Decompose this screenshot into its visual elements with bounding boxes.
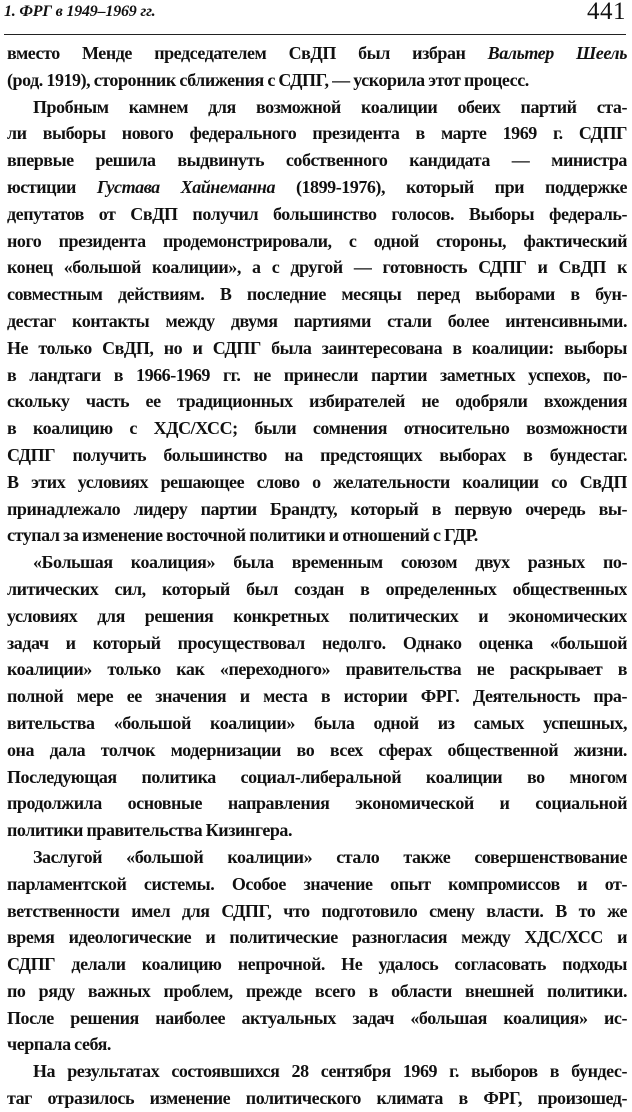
italic-name: Вальтер Шеель (487, 43, 627, 63)
text-run: совместным действиям. В последние месяцы перед выборами в бун- (7, 284, 627, 305)
paragraph-first-line (7, 844, 627, 871)
text-line (7, 522, 627, 549)
text-line (7, 308, 627, 335)
page-number: 441 (587, 0, 626, 25)
text-run: по ряду важных проблем, прежде всего в области внешней политики. (7, 980, 627, 1001)
text-run: скольку часть ее традиционных избирателей не одобряли вхождения (7, 391, 627, 412)
text-run: полной мере ее значения и места в истории ФРГ. Деятельность пра- (7, 686, 627, 707)
text-run: политики правительства Кизингера. (7, 820, 293, 841)
text-line (7, 1005, 627, 1032)
text-run: (род. 1919), сторонник сближения с СДПГ, — ускорила этот процесс. (7, 69, 529, 90)
text-line (7, 1085, 627, 1112)
text-run: в коалицию с ХДС/ХСС; были сомнения относительно возможности (7, 418, 627, 439)
text-line (7, 871, 627, 898)
running-title: 1. ФРГ в 1949–1969 гг. (4, 3, 156, 20)
text-line (7, 147, 627, 174)
text-run: депутатов от СвДП получил большинство голосов. Выборы федераль- (7, 203, 627, 224)
text-run: Заслугой «большой коалиции» стало также совершенствование (33, 846, 627, 867)
text-run: конец «большой коалиции», а с другой — готовность СДПГ и СвДП к (7, 257, 627, 278)
text-run: Последующая политика социал-либеральной коалиции во многом (7, 766, 627, 787)
text-run: ветственности имел для СДПГ, что подготовило смену власти. В то же (7, 900, 627, 921)
text-line (7, 201, 627, 228)
text-run: задач и который просуществовал недолго. Однако оценка «большой (7, 632, 627, 653)
text-run: литических сил, который был создан в определенных общественных (7, 578, 627, 599)
text-line (7, 469, 627, 496)
text-run: вительства «большой коалиции» была одной из самых успешных, (7, 712, 627, 733)
text-line (7, 415, 627, 442)
paragraph-first-line (7, 549, 627, 576)
text-run: Не только СвДП, но и СДПГ была заинтересована в коалиции: выборы (7, 337, 627, 358)
text-run: ного президента продемонстрировали, с одной стороны, фактический (7, 230, 627, 251)
paragraph-first-line (7, 94, 627, 121)
text-run: время идеологические и политические разногласия между ХДС/ХСС и (7, 927, 627, 948)
text-run: После решения наиболее актуальных задач «большая коалиция» ис- (7, 1007, 627, 1028)
text-run: принадлежало лидеру партии Брандту, который в первую очередь вы- (7, 498, 627, 519)
text-line (7, 67, 627, 94)
text-line (7, 496, 627, 523)
text-line (7, 710, 627, 737)
text-line (7, 576, 627, 603)
text-line (7, 442, 627, 469)
text-line (7, 335, 627, 362)
text-run: «Большая коалиция» была временным союзом двух разных по- (33, 552, 627, 573)
text-run: (1899-1976), который при поддержке (275, 176, 627, 197)
text-line (7, 978, 627, 1005)
text-line (7, 174, 627, 201)
text-run: В этих условиях решающее слово о желательности коалиции со СвДП (7, 471, 627, 492)
text-line (7, 40, 627, 67)
text-run: таг отразилось изменение политического климата в ФРГ, произошед- (7, 1088, 627, 1109)
text-line (7, 388, 627, 415)
text-line (7, 790, 627, 817)
text-run: СДПГ делали коалицию непрочной. Не удалось согласовать подходы (7, 954, 627, 975)
text-run: коалиции» только как «переходного» правительства не раскрывает в (7, 659, 627, 680)
text-line (7, 951, 627, 978)
text-run: парламентской системы. Особое значение опыт компромиссов и от- (7, 873, 627, 894)
text-run: вместо Менде председателем СвДП был избран (7, 43, 488, 63)
text-run: ли выборы нового федерального президента в марте 1969 г. СДПГ (7, 123, 627, 144)
text-line (7, 630, 627, 657)
text-run: она дала толчок модернизации во всех сферах общественной жизни. (7, 739, 627, 760)
text-line (7, 817, 627, 844)
text-run: На результатах состоявшихся 28 сентября 1969 г. выборов в бундес- (33, 1061, 627, 1082)
text-line (7, 924, 627, 951)
text-run: юстиции (7, 176, 97, 197)
text-line (7, 683, 627, 710)
paragraph-first-line (7, 1058, 627, 1085)
text-line (7, 254, 627, 281)
text-run: в ландтаги в 1966-1969 гг. не принесли партии заметных успехов, по- (7, 364, 627, 385)
text-line (7, 656, 627, 683)
italic-name: Густава Хайнеманна (96, 176, 276, 197)
text-run: черпала себя. (7, 1034, 111, 1055)
text-run: СДПГ получить большинство на предстоящих выборах в бундестаг. (7, 444, 627, 465)
text-run: условиях для решения конкретных политических и экономических (7, 605, 627, 626)
text-run: продолжила основные направления экономической и социальной (7, 793, 627, 814)
text-run: впервые решила выдвинуть собственного кандидата — министра (7, 150, 627, 171)
text-line (7, 603, 627, 630)
text-line (7, 1031, 627, 1058)
text-line (7, 737, 627, 764)
text-line (7, 228, 627, 255)
text-line (7, 362, 627, 389)
text-line (7, 120, 627, 147)
running-header (4, 2, 626, 35)
text-line (7, 764, 627, 791)
text-line (7, 281, 627, 308)
text-line (7, 898, 627, 925)
text-run: Пробным камнем для возможной коалиции обеих партий ста- (33, 96, 627, 117)
body-text (7, 40, 627, 1112)
text-run: дестаг контакты между двумя партиями стали более интенсивными. (7, 310, 627, 331)
text-run: ступал за изменение восточной политики и отношений с ГДР. (7, 525, 478, 546)
